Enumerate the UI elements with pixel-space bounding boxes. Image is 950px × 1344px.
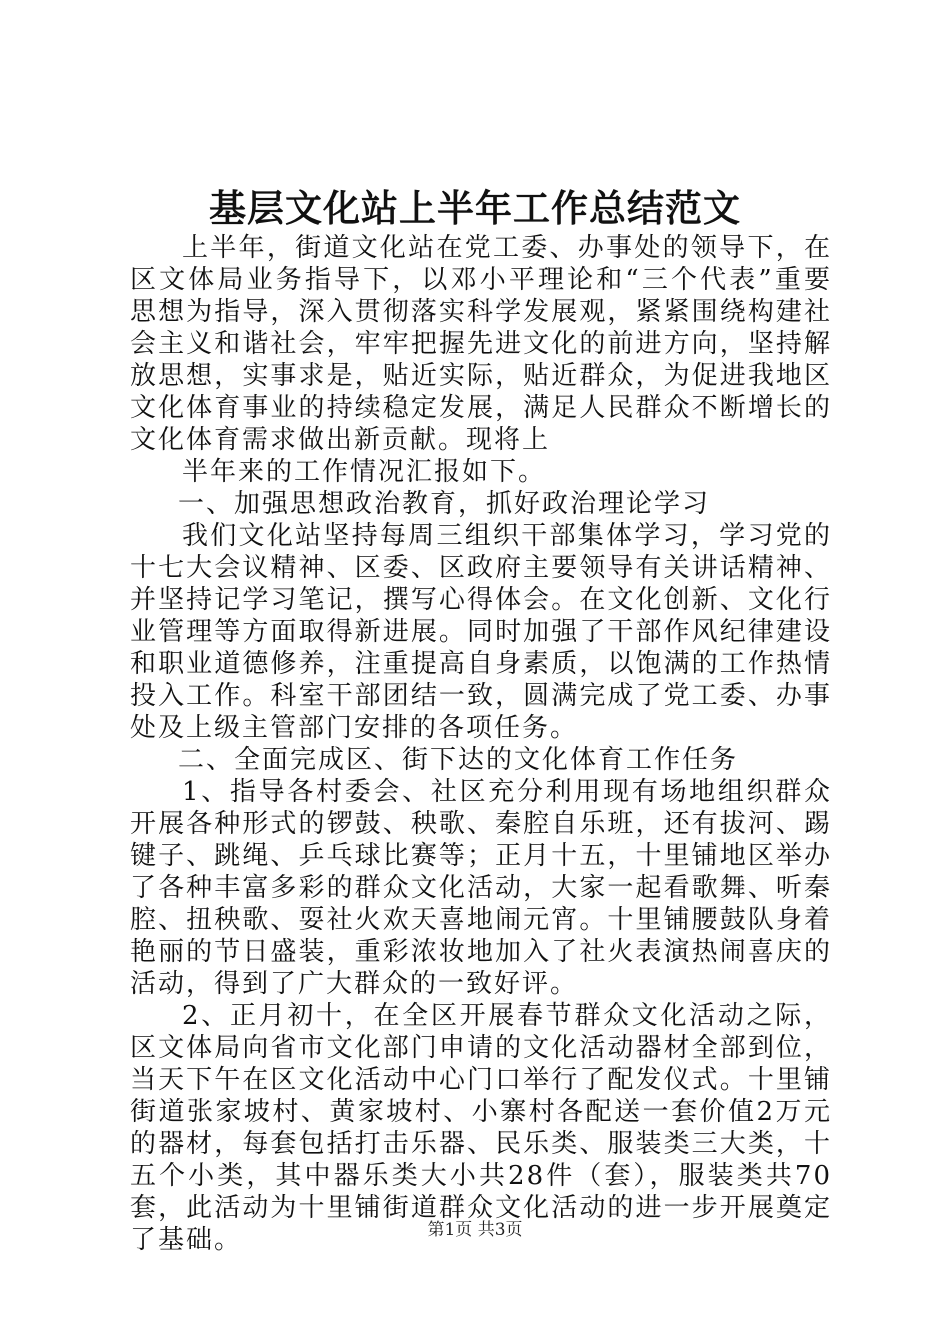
page-number-footer: 第1页 共3页 [427,1220,523,1240]
item-2-paragraph: 2、正月初十，在全区开展春节群众文化活动之际，区文体局向省市文化部门申请的文化活动器材全部到位，当天下午在区文化活动中心门口举行了配发仪式。十里铺街道张家坡村、黄家坡村、小寨村各配送一套价值2万元的器材，每套包括打击乐器、民乐类、服装类三大类，十五个小类，其中器乐类大小共28件（套），服装类共70套，此活动为十里铺街道群众文化活动的进一步开展奠定了基础。 [130,1001,832,1255]
document-body [130,232,832,1256]
section-heading-2: 二、全面完成区、街下达的文化体育工作任务 [178,745,739,775]
item-1-paragraph: 1、指导各村委会、社区充分利用现有场地组织群众开展各种形式的锣鼓、秧歌、秦腔自乐班，还有拔河、踢键子、跳绳、乒乓球比赛等；正月十五，十里铺地区举办了各种丰富多彩的群众文化活动，大家一起看歌舞、听秦腔、扭秧歌、耍社火欢天喜地闹元宵。十里铺腰鼓队身着艳丽的节日盛装，重彩浓妆地加入了社火表演热闹喜庆的活动，得到了广大群众的一致好评。 [130,777,832,999]
section-1-paragraph: 我们文化站坚持每周三组织干部集体学习，学习党的十七大会议精神、区委、区政府主要领导有关讲话精神、并坚持记学习笔记，撰写心得体会。在文化创新、文化行业管理等方面取得新进展。同时加强了干部作风纪律建设和职业道德修养，注重提高自身素质，以饱满的工作热情投入工作。科室干部团结一致，圆满完成了党工委、办事处及上级主管部门安排的各项任务。 [130,521,832,743]
document-title: 基层文化站上半年工作总结范文 [209,186,741,230]
section-heading-1: 一、加强思想政治教育，抓好政治理论学习 [178,489,711,519]
intro-continuation-paragraph: 半年来的工作情况汇报如下。 [182,457,547,487]
intro-paragraph: 上半年，街道文化站在党工委、办事处的领导下，在区文体局业务指导下，以邓小平理论和“三个代表”重要思想为指导，深入贯彻落实科学发展观，紧紧围绕构建社会主义和谐社会，牢牢把握先进文化的前进方向，坚持解放思想，实事求是，贴近实际，贴近群众，为促进我地区文化体育事业的持续稳定发展，满足人民群众不断增长的文化体育需求做出新贡献。现将上 [130,233,832,455]
